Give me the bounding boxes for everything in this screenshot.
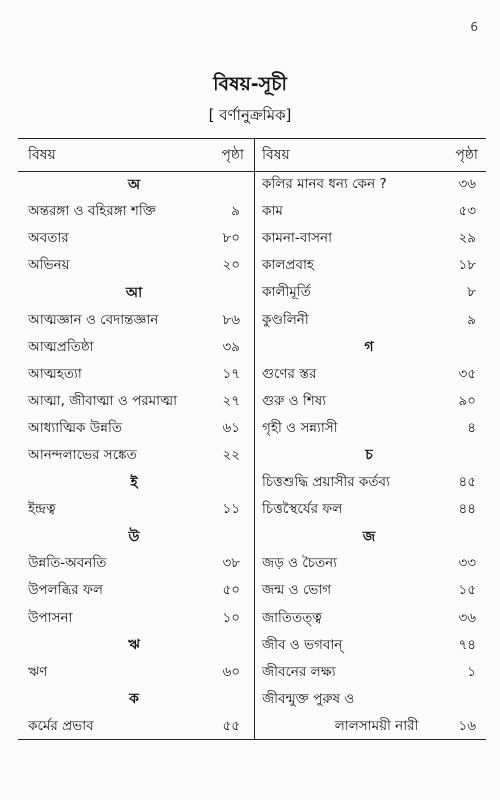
entry-subject: জড় ও চৈতন্য: [262, 555, 338, 572]
entry-page-number: ৮০: [222, 230, 240, 247]
letter-heading: [18, 279, 254, 306]
index-entry: [18, 306, 254, 333]
entry-subject: অন্তরঙ্গা ও বহিরঙ্গা শক্তি: [28, 203, 156, 220]
entry-subject: কুণ্ডলিনী: [262, 311, 309, 328]
entry-subject: কর্মের প্রভাব: [28, 717, 94, 734]
index-entry: [254, 252, 486, 279]
index-entry: [254, 171, 486, 198]
index-entry: [254, 361, 486, 388]
entry-subject: উপলব্ধির ফল: [28, 582, 103, 599]
entry-subject: উপাসনা: [28, 609, 73, 626]
right-header-row: [254, 139, 486, 171]
entry-subject: আত্মহত্যা: [28, 365, 82, 382]
entry-subject: কাম: [262, 203, 283, 220]
index-entry: [18, 550, 254, 577]
letter-heading-text: গ: [364, 339, 374, 356]
entry-subject: আত্মজ্ঞান ও বেদান্তজ্ঞান: [28, 311, 159, 328]
subject-header: বিষয়: [262, 147, 290, 163]
entry-page-number: ৫০: [222, 582, 240, 599]
letter-heading: [254, 523, 486, 550]
index-table: [18, 138, 486, 740]
entry-subject: অভিনয়: [28, 257, 70, 274]
left-header-row: [18, 139, 254, 171]
entry-subject: জীব ও ভগবান্: [262, 636, 343, 653]
entry-subject: গৃহী ও সন্ন্যাসী: [262, 419, 338, 436]
index-entry: [18, 225, 254, 252]
entry-subject: উন্নতি-অবনতি: [28, 555, 107, 572]
index-entry: [18, 361, 254, 388]
entry-page-number: ২৭: [222, 392, 240, 409]
index-entry: [254, 225, 486, 252]
entry-subject: ঋণ: [28, 663, 48, 680]
entry-page-number: ১৬: [458, 717, 476, 734]
index-entry: [18, 198, 254, 225]
entry-subject: আত্মপ্রতিষ্ঠা: [28, 338, 94, 355]
index-entry: [18, 659, 254, 686]
entry-subject: আত্মা, জীবাত্মা ও পরমাত্মা: [28, 392, 177, 409]
letter-heading-text: ক: [129, 691, 139, 708]
entry-subject: লালসাময়ী নারী: [334, 717, 419, 734]
right-column: [254, 139, 486, 740]
letter-heading: [254, 442, 486, 469]
entry-page-number: ৩৮: [222, 555, 240, 572]
entry-subject: আনন্দলাভের সঙ্কেত: [28, 446, 137, 463]
entry-page-number: ৩৩: [458, 555, 476, 572]
entry-page-number: ৩৯: [222, 338, 240, 355]
page-corner-mark: 6: [470, 20, 478, 34]
entry-page-number: ৯: [231, 203, 240, 220]
entry-page-number: ৭৪: [458, 636, 476, 653]
entry-page-number: ২২: [222, 446, 240, 463]
index-entry: [254, 415, 486, 442]
subject-header: বিষয়: [28, 147, 56, 163]
index-entry: [254, 713, 486, 740]
index-entry: [254, 550, 486, 577]
entry-subject: গুরু ও শিষ্য: [262, 392, 327, 409]
entry-page-number: ১৫: [458, 582, 476, 599]
index-entry: [254, 469, 486, 496]
entry-subject: চিত্তস্থৈর্যের ফল: [262, 501, 343, 518]
entry-page-number: ১৭: [222, 365, 240, 382]
entry-page-number: ৪৪: [458, 501, 476, 518]
entry-page-number: ৬১: [222, 419, 240, 436]
index-entry: [18, 713, 254, 740]
entry-page-number: ৮৬: [222, 311, 240, 328]
entry-page-number: ৪: [467, 419, 476, 436]
index-entry: [18, 605, 254, 632]
entry-subject: কালপ্রবাহ: [262, 257, 315, 274]
entry-page-number: ৮: [467, 284, 476, 301]
index-entry: [18, 334, 254, 361]
entry-subject: কামনা-বাসনা: [262, 230, 333, 247]
entry-subject: জাতিতত্ত্ব: [262, 609, 322, 626]
entry-page-number: ৩৬: [458, 609, 476, 626]
letter-heading: [254, 334, 486, 361]
entry-page-number: ৯: [467, 311, 476, 328]
entry-page-number: ৬০: [222, 663, 240, 680]
index-entry: [18, 388, 254, 415]
entry-subject: জীবন্মুক্ত পুরুষ ও: [262, 690, 355, 707]
index-entry: [254, 577, 486, 604]
index-entry: [18, 496, 254, 523]
letter-heading-text: ঋ: [128, 637, 140, 654]
index-entry: [18, 252, 254, 279]
left-column: [18, 139, 254, 740]
entry-page-number: ৯০: [458, 392, 476, 409]
index-entry: [254, 306, 486, 333]
index-entry: [254, 605, 486, 632]
entry-page-number: ৫৫: [222, 717, 240, 734]
letter-heading: [18, 523, 254, 550]
entry-subject: চিত্তশুদ্ধি প্রয়াসীর কর্তব্য: [262, 474, 390, 491]
letter-heading: [18, 171, 254, 198]
letter-heading-text: অ: [127, 176, 141, 193]
entry-subject: জীবনের লক্ষ্য: [262, 663, 336, 680]
page-subtitle: [ বর্ণানুক্রমিক]: [208, 106, 292, 124]
page-header: পৃষ্ঠা: [221, 147, 244, 163]
entry-page-number: ১১: [222, 501, 240, 518]
letter-heading-text: উ: [128, 528, 140, 545]
index-entry: [254, 388, 486, 415]
entry-page-number: ১০: [222, 609, 240, 626]
letter-heading: [18, 632, 254, 659]
entry-page-number: ১: [467, 663, 476, 680]
entry-subject: আধ্যাত্মিক উন্নতি: [28, 419, 122, 436]
entry-page-number: ২০: [222, 257, 240, 274]
entry-subject: গুণের স্তর: [262, 365, 317, 382]
entry-page-number: ৩৬: [458, 176, 476, 193]
letter-heading: [18, 469, 254, 496]
index-entry: [254, 686, 486, 713]
letter-heading-text: ই: [130, 474, 138, 491]
entry-page-number: ২৯: [458, 230, 476, 247]
entry-subject: কলির মানব ধন্য কেন ?: [262, 176, 387, 193]
entry-page-number: ১৮: [458, 257, 476, 274]
entry-subject: কালীমূর্তি: [262, 284, 311, 301]
entry-page-number: ৪৫: [458, 474, 476, 491]
index-entry: [254, 279, 486, 306]
letter-heading-text: চ: [365, 447, 373, 464]
index-entry: [254, 496, 486, 523]
page-header: পৃষ্ঠা: [455, 147, 478, 163]
entry-subject: ইন্দ্রত্ব: [28, 501, 56, 518]
index-entry: [18, 442, 254, 469]
entry-page-number: ৫৩: [458, 203, 476, 220]
page-title: বিষয়-সূচী: [213, 73, 287, 95]
index-entry: [254, 198, 486, 225]
letter-heading-text: আ: [125, 284, 143, 301]
index-entry: [18, 577, 254, 604]
entry-subject: জন্ম ও ভোগ: [262, 582, 332, 599]
index-entry: [254, 659, 486, 686]
entry-subject: অবতার: [28, 230, 69, 247]
letter-heading-text: জ: [362, 528, 376, 545]
index-entry: [18, 415, 254, 442]
letter-heading: [18, 686, 254, 713]
entry-page-number: ৩৫: [458, 365, 476, 382]
index-entry: [254, 632, 486, 659]
